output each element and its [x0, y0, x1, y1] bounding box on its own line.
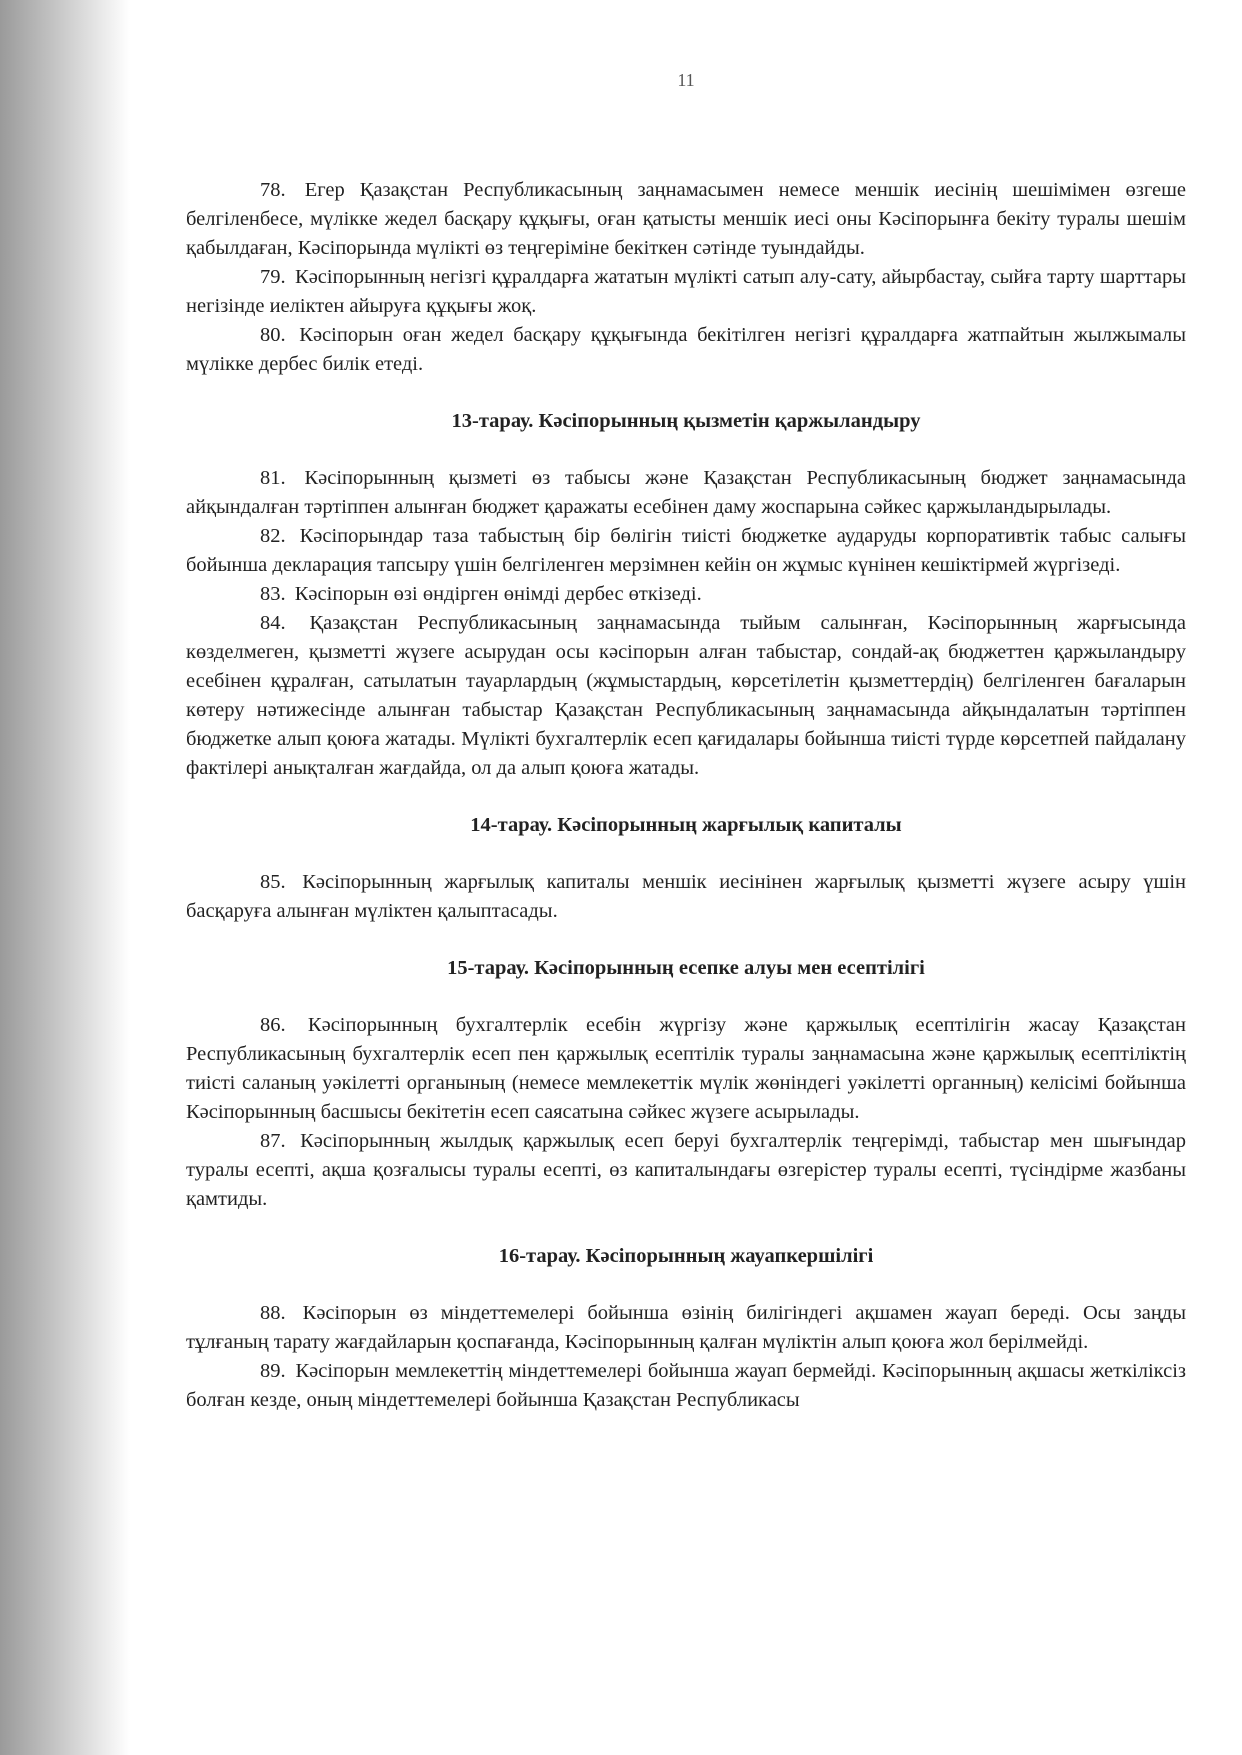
paragraph-text: Кәсіпорындар таза табыстың бір бөлігін тиісті бюджетке аударуды корпоративтік табыс салығы бойынша декларация тапсыру үшін белгіленген мерзімнен кейін он жұмыс күнінен кешіктірмей жүргізеді. [186, 525, 1186, 576]
paragraph-88 [186, 1299, 1186, 1357]
paragraph-number: 88. [260, 1302, 286, 1324]
paragraph-text: Кәсіпорынның қызметі өз табысы және Қазақстан Республикасының бюджет заңнамасында айқындалған тәртіппен алынған бюджет қаражаты есебінен даму жоспарына сәйкес қаржыландырылады. [186, 467, 1186, 518]
section-heading-15: 15-тарау. Кәсіпорынның есепке алуы мен есептілігі [447, 957, 925, 979]
paragraph-number: 78. [260, 179, 286, 201]
scan-edge-shadow [0, 0, 130, 1755]
section-heading-14: 14-тарау. Кәсіпорынның жарғылық капиталы [470, 814, 902, 836]
document-page [186, 70, 1186, 1415]
paragraph-87 [186, 1127, 1186, 1214]
paragraph-number: 79. [260, 266, 286, 288]
paragraph-text: Қазақстан Республикасының заңнамасында тыйым салынған, Кәсіпорынның жарғысында көзделмеген, қызметті жүзеге асырудан осы кәсіпорын алған табыстар, сондай-ақ бюджеттен қаржыландыру есебінен құралған, сатылатын тауарлардың (жұмыстардың, көрсетілетін қызметтердің) белгіленген бағаларын көтеру нәтижесінде алынған табыстар Қазақстан Республикасының заңнамасында айқындалатын тәртіппен бюджетке алып қоюға жатады. Мүлікті бухгалтерлік есеп қағидалары бойынша тиісті түрде көрсетпей пайдалану фактілері анықталған жағдайда, ол да алып қоюға жатады. [186, 612, 1187, 779]
paragraph-text: Кәсіпорынның жылдық қаржылық есеп беруі бухгалтерлік теңгерімді, табыстар мен шығындар туралы есепті, ақша қозғалысы туралы есепті, өз капиталындағы өзгерістер туралы есепті, түсіндірме жазбаны қамтиды. [186, 1130, 1186, 1210]
paragraph-text: Кәсіпорынның негізгі құралдарға жататын мүлікті сатып алу-сату, айырбастау, сыйға тарту шарттары негізінде иеліктен айыруға құқығы жоқ. [186, 266, 1187, 317]
paragraph-number: 85. [260, 871, 286, 893]
paragraph-text: Кәсіпорын өзі өндірген өнімді дербес өткізеді. [294, 583, 702, 605]
paragraph-83 [186, 580, 1186, 609]
paragraph-78 [186, 176, 1186, 263]
paragraph-number: 87. [260, 1130, 286, 1152]
paragraph-number: 89. [260, 1360, 286, 1382]
paragraph-text: Кәсіпорын оған жедел басқару құқығында бекітілген негізгі құралдарға жатпайтын жылжымалы мүлікке дербес билік етеді. [186, 324, 1186, 375]
paragraph-number: 86. [260, 1014, 286, 1036]
paragraph-number: 84. [260, 612, 286, 634]
paragraph-number: 81. [260, 467, 286, 489]
paragraph-text: Кәсіпорын өз міндеттемелері бойынша өзінің билігіндегі ақшамен жауап береді. Осы заңды тұлғаның тарату жағдайларын қоспағанда, Кәсіпорынның қалған мүліктін алып қоюға жол берілмейді. [186, 1302, 1187, 1353]
paragraph-82 [186, 522, 1186, 580]
paragraph-85 [186, 868, 1186, 926]
paragraph-89 [186, 1357, 1186, 1415]
paragraph-text: Кәсіпорынның бухгалтерлік есебін жүргізу және қаржылық есептілігін жасау Қазақстан Республикасының бухгалтерлік есеп пен қаржылық есептілік туралы заңнамасына және қаржылық есептіліктің тиісті саланың уәкілетті органының (немесе мемлекеттік мүлік жөніндегі уәкілетті органның) келісімі бойынша Кәсіпорынның басшысы бекітетін есеп саясатына сәйкес жүзеге асырылады. [186, 1014, 1187, 1123]
paragraph-text: Кәсіпорынның жарғылық капиталы меншік иесінінен жарғылық қызметті жүзеге асыру үшін басқаруға алынған мүліктен қалыптасады. [186, 871, 1187, 922]
section-heading-13: 13-тарау. Кәсіпорынның қызметін қаржыландыру [451, 410, 921, 432]
paragraph-81 [186, 464, 1186, 522]
paragraph-86 [186, 1011, 1186, 1127]
paragraph-text: Егер Қазақстан Республикасының заңнамасымен немесе меншік иесінің шешімімен өзгеше белгіленбесе, мүлікке жедел басқару құқығы, оған қатысты меншік иесі оны Кәсіпорынға бекіту туралы шешім қабылдаған, Кәсіпорында мүлікті өз теңгеріміне бекіткен сәтінде туындайды. [186, 179, 1186, 259]
paragraph-80 [186, 321, 1186, 379]
paragraph-text: Кәсіпорын мемлекеттің міндеттемелері бойынша жауап бермейді. Кәсіпорынның ақшасы жеткіліксіз болған кезде, оның міндеттемелері бойынша Қазақстан Республикасы [186, 1360, 1186, 1411]
page-number: 11 [677, 70, 695, 90]
paragraph-84 [186, 609, 1186, 783]
section-heading-16: 16-тарау. Кәсіпорынның жауапкершілігі [498, 1245, 874, 1267]
paragraph-79 [186, 263, 1186, 321]
paragraph-number: 82. [260, 525, 286, 547]
paragraph-number: 80. [260, 324, 286, 346]
paragraph-number: 83. [260, 583, 286, 605]
